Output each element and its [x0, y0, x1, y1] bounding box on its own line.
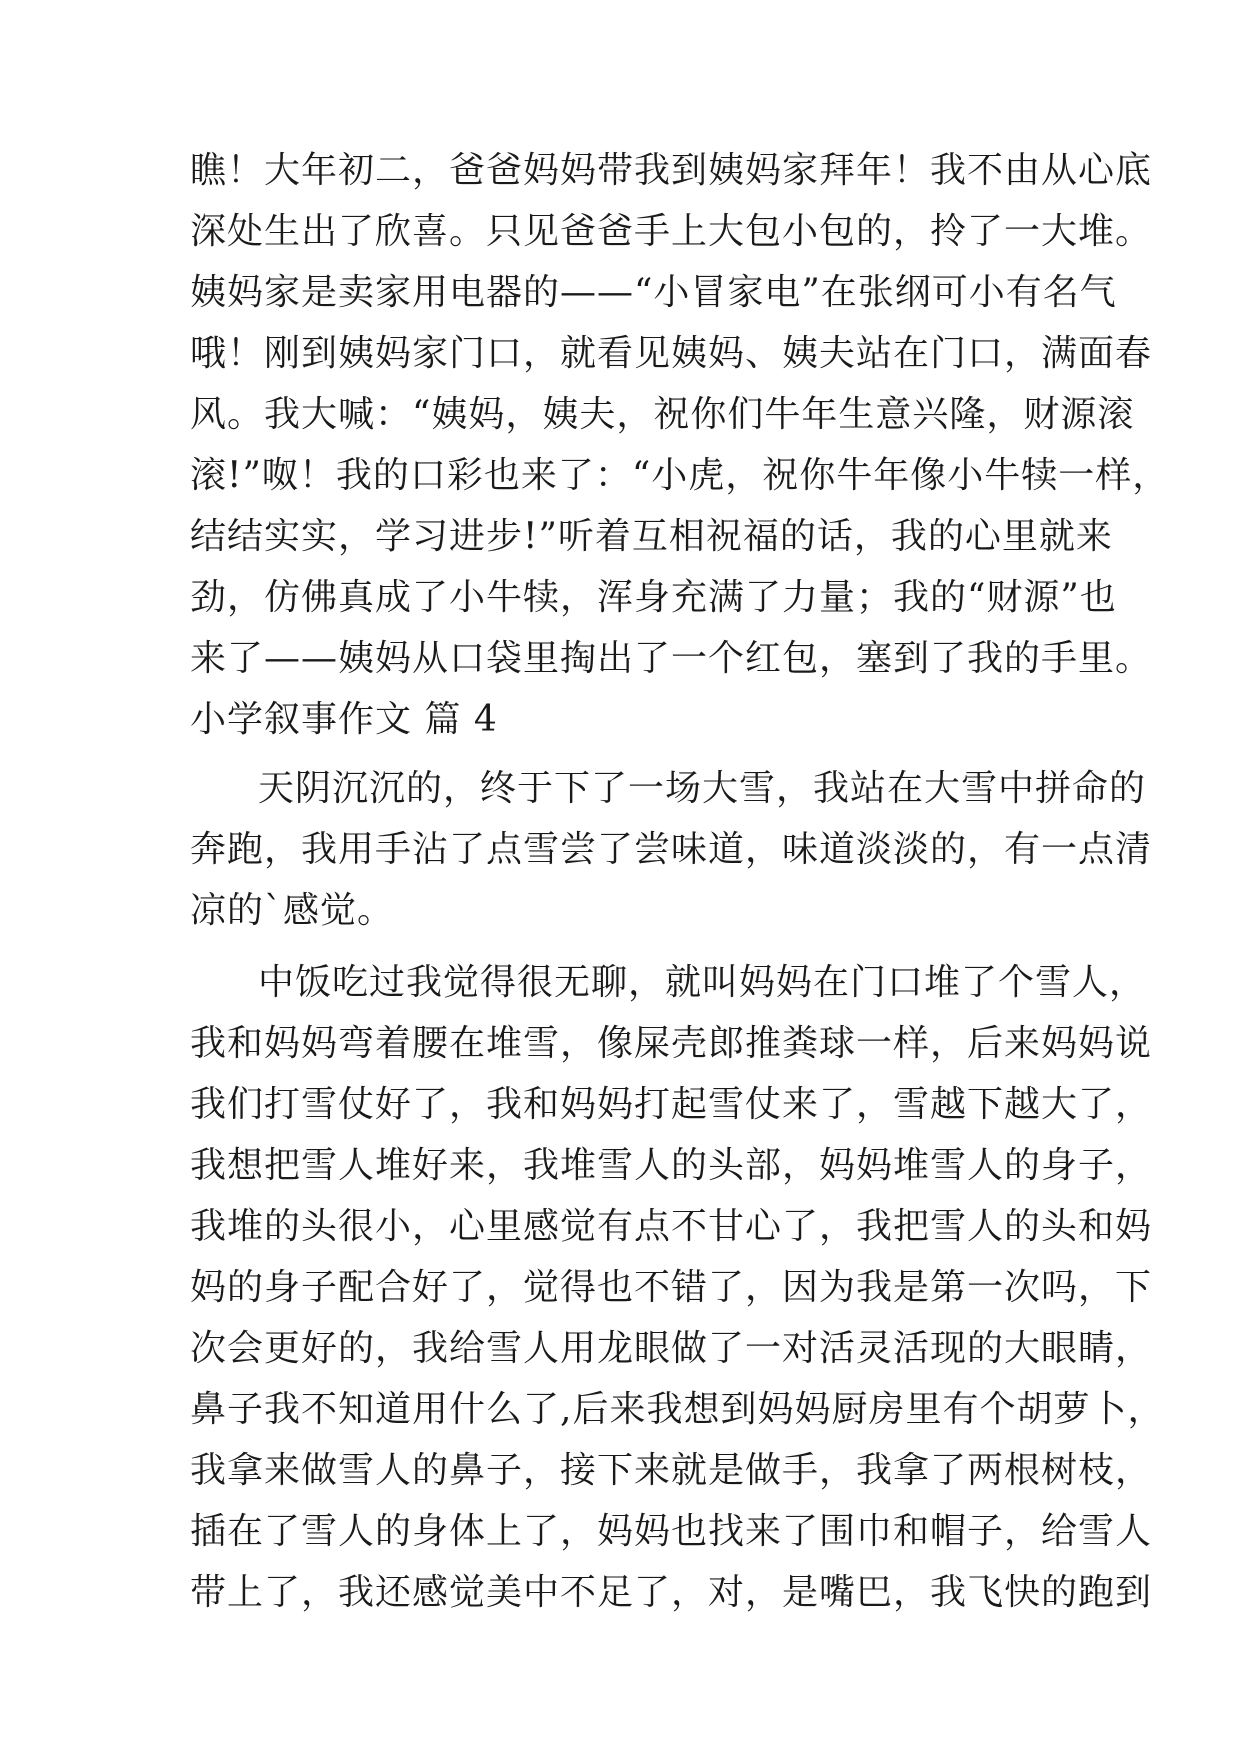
text-line: 奔跑，我用手沾了点雪尝了尝味道，味道淡淡的，有一点清 [190, 829, 1153, 870]
text-line: 次会更好的，我给雪人用龙眼做了一对活灵活现的大眼睛， [190, 1328, 1153, 1369]
text-line: 瞧！大年初二，爸爸妈妈带我到姨妈家拜年！我不由从心底 [190, 150, 1153, 191]
text-line: 我和妈妈弯着腰在堆雪，像屎壳郎推粪球一样，后来妈妈说 [190, 1023, 1153, 1064]
text-line: 哦！刚到姨妈家门口，就看见姨妈、姨夫站在门口，满面春 [190, 333, 1153, 374]
text-line: 鼻子我不知道用什么了,后来我想到妈妈厨房里有个胡萝卜， [190, 1389, 1165, 1430]
text-line: 姨妈家是卖家用电器的——“小冒家电”在张纲可小有名气 [190, 272, 1117, 313]
text-line: 来了——姨妈从口袋里掏出了一个红包，塞到了我的手里。 [190, 638, 1153, 679]
paragraph-first-line: 天阴沉沉的，终于下了一场大雪，我站在大雪中拼命的 [258, 768, 1147, 809]
text-line: 妈的身子配合好了，觉得也不错了，因为我是第一次吗，下 [190, 1267, 1153, 1308]
text-line: 我想把雪人堆好来，我堆雪人的头部，妈妈堆雪人的身子， [190, 1145, 1153, 1186]
paragraph-first-line: 中饭吃过我觉得很无聊，就叫妈妈在门口堆了个雪人， [258, 962, 1147, 1003]
text-line: 带上了，我还感觉美中不足了，对，是嘴巴，我飞快的跑到 [190, 1572, 1153, 1613]
text-line: 深处生出了欣喜。只见爸爸手上大包小包的，拎了一大堆。 [190, 211, 1153, 252]
text-line: 插在了雪人的身体上了，妈妈也找来了围巾和帽子，给雪人 [190, 1511, 1153, 1552]
text-line: 结结实实，学习进步!”听着互相祝福的话，我的心里就来 [190, 516, 1113, 557]
text-line: 风。我大喊：“姨妈，姨夫，祝你们牛年生意兴隆，财源滚 [190, 394, 1135, 435]
text-line: 我们打雪仗好了，我和妈妈打起雪仗来了，雪越下越大了， [190, 1084, 1153, 1125]
text-line: 我拿来做雪人的鼻子，接下来就是做手，我拿了两根树枝， [190, 1450, 1153, 1491]
text-line: 滚!”呶！我的口彩也来了：“小虎，祝你牛年像小牛犊一样， [190, 455, 1170, 496]
text-line: 劲，仿佛真成了小牛犊，浑身充满了力量；我的“财源”也 [190, 577, 1117, 618]
text-line: 凉的`感觉。 [190, 890, 395, 931]
text-line: 我堆的头很小，心里感觉有点不甘心了，我把雪人的头和妈 [190, 1206, 1153, 1247]
section-heading: 小学叙事作文 篇 4 [190, 699, 498, 740]
